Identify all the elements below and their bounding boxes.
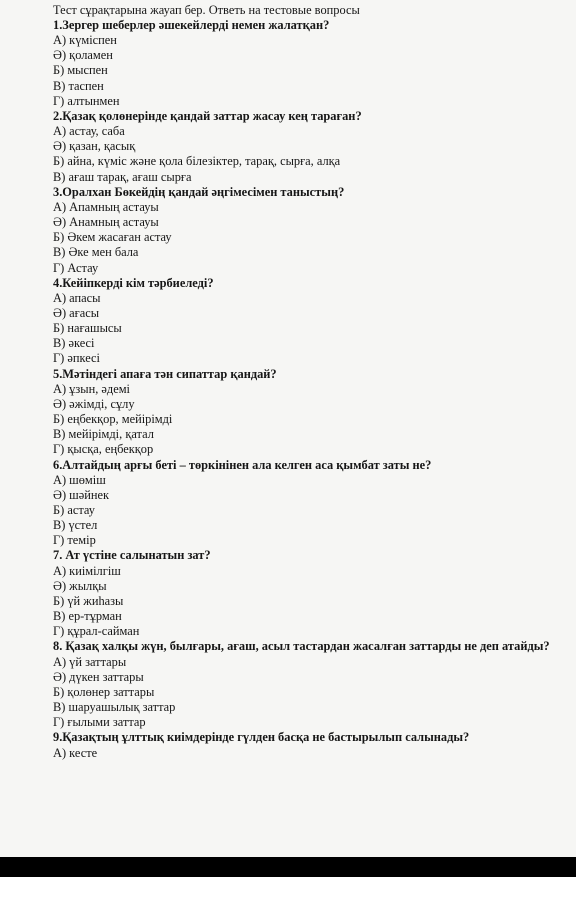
question-1: 1.Зергер шеберлер әшекейлерді немен жалатқан? [53,18,330,32]
question-5-option-2: Ә) әжімді, сұлу [53,396,135,411]
question-block-9 [53,730,568,760]
question-3-option-5: Г) Астау [53,260,99,275]
question-block-3 [53,185,568,276]
question-2-option-4: В) ағаш тарақ, ағаш сырға [53,169,192,184]
question-7: 7. Ат үстіне салынатын зат? [53,548,211,563]
question-4-option-5: Г) әпкесі [53,351,100,366]
question-2-option-1: А) астау, саба [53,124,125,139]
question-4-option-4: В) әкесі [53,336,95,351]
question-4-option-1: А) апасы [53,290,101,305]
question-8-option-3: Б) қолөнер заттары [53,684,155,699]
question-block-2 [53,109,568,185]
instruction-header: Тест сұрақтарына жауап бер. Ответь на тестовые вопросы [53,3,360,17]
question-1-option-4: В) таспен [53,78,104,93]
question-block-4 [53,276,568,367]
question-9: 9.Қазақтың ұлттық киімдерінде гүлден басқа не бастырылып салынады? [53,730,470,745]
question-5-option-5: Г) қысқа, еңбекқор [53,442,154,457]
question-7-option-4: В) ер-тұрман [53,609,122,624]
question-9-option-1: А) кесте [53,745,98,760]
question-6-option-1: А) шөміш [53,472,106,487]
question-1-option-1: А) күміспен [53,33,117,48]
question-block-5 [53,367,568,458]
question-7-option-5: Г) құрал-сайман [53,624,140,639]
question-7-option-2: Ә) жылқы [53,578,107,593]
question-block-8 [53,639,568,730]
question-2-option-3: Б) айна, күміс және қола білезіктер, тарақ, сырға, алқа [53,154,341,169]
question-3-option-2: Ә) Анамның астауы [53,215,159,230]
question-6-option-4: В) үстел [53,518,98,533]
question-5: 5.Мәтіндегі апаға тән сипаттар қандай? [53,366,277,381]
question-4: 4.Кейіпкерді кім тәрбиеледі? [53,275,214,290]
question-1-option-2: Ә) қоламен [53,48,113,63]
question-5-option-3: Б) еңбекқор, мейірімді [53,412,173,427]
question-6-option-2: Ә) шәйнек [53,487,109,502]
bottom-black-bar [0,857,576,877]
question-8-option-4: В) шаруашылық заттар [53,700,176,715]
question-block-6 [53,458,568,549]
bottom-white-strip [0,877,576,912]
document-content [53,3,568,761]
question-4-option-2: Ә) ағасы [53,305,100,320]
question-6-option-3: Б) астау [53,503,95,517]
question-5-option-4: В) мейірімді, қатал [53,427,154,442]
question-1-option-3: Б) мыспен [53,63,108,78]
question-2-option-2: Ә) қазан, қасық [53,139,136,154]
question-2: 2.Қазақ қолөнерінде қандай заттар жасау кең тараған? [53,108,362,123]
question-8-option-5: Г) ғылыми заттар [53,715,146,730]
question-3-option-1: А) Апамның астауы [53,199,159,214]
question-6-option-5: Г) темір [53,533,96,548]
question-3-option-4: В) Әке мен бала [53,245,139,260]
question-3-option-3: Б) Әкем жасаған астау [53,230,172,245]
question-5-option-1: А) ұзын, әдемі [53,381,130,396]
question-6: 6.Алтайдың арғы беті – төркінінен ала келген аса қымбат заты не? [53,457,432,472]
question-block-1 [53,18,568,109]
question-8: 8. Қазақ халқы жүн, былғары, ағаш, асыл тастардан жасалған заттарды не деп атайды? [53,639,550,654]
question-4-option-3: Б) нағашысы [53,321,122,336]
question-8-option-1: А) үй заттары [53,654,127,669]
question-7-option-3: Б) үй жиһазы [53,593,124,608]
question-8-option-2: Ә) дүкен заттары [53,669,144,684]
question-block-7 [53,548,568,639]
question-7-option-1: А) киімілгіш [53,563,121,578]
question-1-option-5: Г) алтынмен [53,93,120,108]
question-3: 3.Оралхан Бөкейдің қандай әңгімесімен таныстың? [53,184,345,199]
